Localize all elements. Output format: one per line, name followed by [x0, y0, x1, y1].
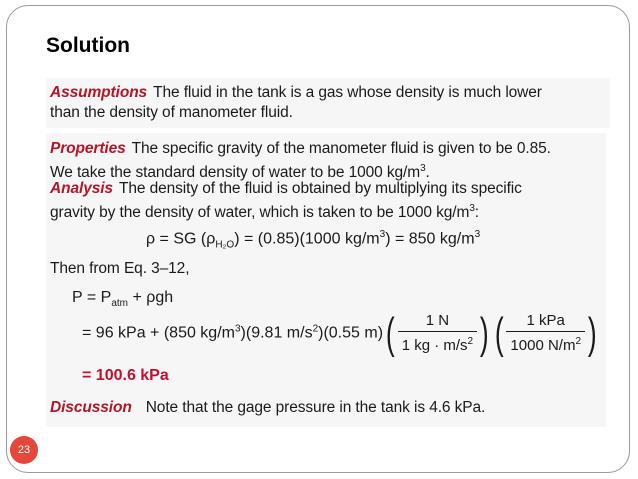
pressure-eq-line1 [72, 289, 173, 309]
assumptions-line1 [50, 83, 542, 103]
pressure-result-value: 100.6 kPa [95, 367, 169, 384]
pressure-eq-rhogh: + ρgh [132, 289, 174, 306]
then-line: Then from Eq. 3–12, [50, 260, 190, 277]
fraction-newton-den [398, 332, 477, 356]
pressure-eq-atm-sub: atm [111, 298, 128, 310]
analysis-text-1: The density of the fluid is obtained by multiplying its specific [118, 180, 522, 197]
pressure-eq-line2 [82, 308, 600, 358]
page-number-badge: 23 [10, 436, 38, 464]
pressure-eq-part-b: )(9.81 m/s [240, 324, 313, 342]
fraction-newton [398, 311, 477, 356]
discussion-line [50, 398, 485, 418]
slide-title: Solution [46, 34, 130, 57]
paren-close-1: ) [480, 308, 489, 358]
discussion-keyword: Discussion [50, 399, 132, 416]
fraction-kpa-den-text: 1000 N/m [510, 337, 576, 354]
density-eq-sub: H₂O [215, 239, 235, 251]
fraction-newton-den-text: 1 kg · m/s [401, 337, 468, 354]
fraction-kpa-den-sup: 2 [575, 336, 582, 347]
assumptions-panel [46, 78, 610, 128]
properties-line1 [50, 139, 551, 159]
properties-sup: 3 [420, 163, 426, 174]
analysis-text-2-end: : [474, 204, 480, 222]
analysis-text-2: gravity by the density of water, which is taken to be 1000 kg/m [50, 204, 470, 222]
properties-text-2: We take the standard density of water to be 1000 kg/m [50, 164, 421, 182]
pressure-eq-lhs: P [72, 289, 83, 306]
density-eq-rhs: ) = (0.85)(1000 kg/m [234, 230, 380, 248]
pressure-eq-sup2: 2 [312, 323, 319, 335]
fraction-newton-den-sup: 2 [467, 336, 474, 347]
density-eq-sup1: 3 [379, 229, 386, 240]
discussion-text: Note that the gage pressure in the tank is 4.6 kPa. [145, 399, 486, 416]
pressure-result [82, 367, 169, 385]
properties-text-2-end: . [425, 164, 430, 182]
paren-open-1: ( [385, 308, 395, 358]
analysis-line2 [50, 199, 479, 223]
pressure-eq-sup1: 3 [234, 323, 241, 335]
density-eq-lhs: ρ = SG (ρ [146, 230, 216, 248]
main-panel [46, 133, 606, 427]
pressure-eq-patm: = P [86, 289, 112, 306]
density-eq-sup2: 3 [474, 229, 481, 240]
assumptions-text-2: than the density of manometer fluid. [50, 104, 293, 121]
assumptions-keyword: Assumptions [50, 84, 148, 101]
fraction-kpa-num: 1 kPa [506, 311, 585, 332]
analysis-sup: 3 [469, 203, 475, 214]
density-equation [146, 229, 480, 251]
density-eq-result: ) = 850 kg/m [385, 230, 475, 248]
paren-close-2: ) [587, 308, 597, 358]
analysis-keyword: Analysis [50, 180, 113, 197]
properties-keyword: Properties [50, 140, 126, 157]
pressure-eq-part-a: = 96 kPa + (850 kg/m [82, 324, 235, 342]
fraction-kpa-den [506, 332, 585, 356]
pressure-eq-part-c: )(0.55 m) [318, 324, 384, 342]
pressure-result-eq: = [82, 367, 92, 384]
paren-open-2: ( [494, 308, 504, 358]
fraction-kpa [506, 311, 585, 356]
fraction-newton-num: 1 N [398, 311, 477, 332]
assumptions-text-1: The fluid in the tank is a gas whose density is much lower [153, 84, 542, 101]
properties-text-1: The specific gravity of the manometer fluid is given to be 0.85. [131, 140, 551, 157]
analysis-line1 [50, 179, 522, 199]
